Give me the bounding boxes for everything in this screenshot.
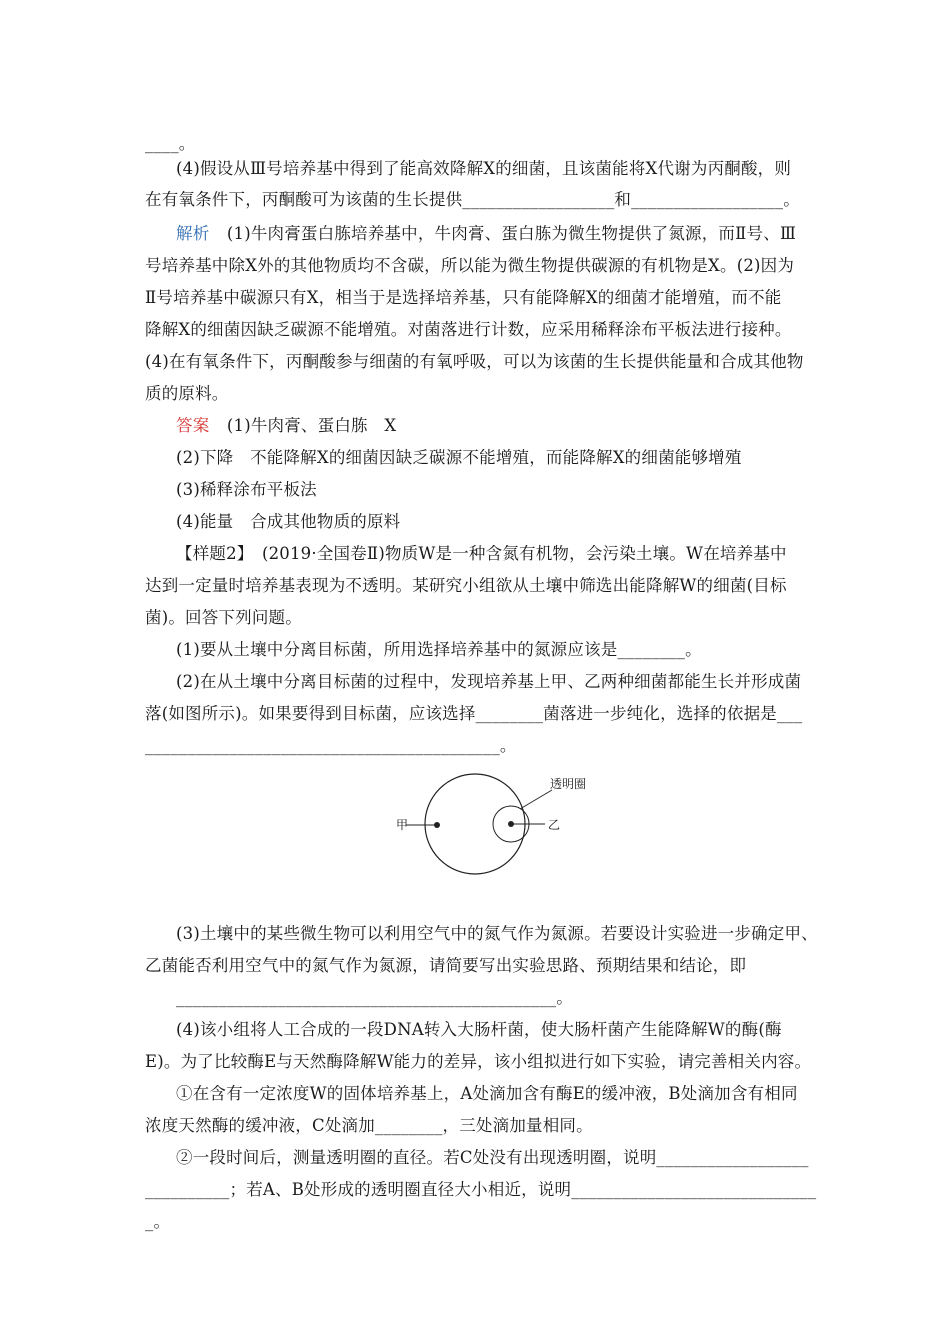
label-ring: 透明圈 bbox=[550, 777, 587, 791]
answer-text: (2)下降 不能降解X的细菌因缺乏碳源不能增殖，而能降解X的细菌能够增殖 bbox=[176, 448, 742, 467]
sub-question-1: (1)要从土壤中分离目标菌，所用选择培养基中的氮源应该是________。 bbox=[176, 640, 702, 659]
text-line: ____。 bbox=[145, 134, 196, 153]
analysis-label: 解析 bbox=[176, 224, 210, 243]
sub-question-4-part-1: 浓度天然酶的缓冲液，C处滴加________，三处滴加量相同。 bbox=[145, 1116, 593, 1135]
answer-blank-line: _____________________________________________。 bbox=[176, 988, 573, 1007]
sample-question-line: 达到一定量时培养基表现为不透明。某研究小组欲从土壤中筛选出能降解W的细菌(目标 bbox=[145, 576, 787, 595]
analysis-text: 降解X的细菌因缺乏碳源不能增殖。对菌落进行计数，应采用稀释涂布平板法进行接种。 bbox=[145, 320, 792, 339]
question-4-line: (4)假设从Ⅲ号培养基中得到了能高效降解X的细菌，且该菌能将X代谢为丙酮酸，则 bbox=[176, 159, 792, 178]
leader-line-ring bbox=[520, 790, 552, 809]
answer-paragraph bbox=[176, 414, 396, 438]
label-jia: 甲 bbox=[396, 818, 409, 832]
analysis-text: (1)牛肉膏蛋白胨培养基中，牛肉膏、蛋白胨为微生物提供了氮源，而Ⅱ号、Ⅲ bbox=[226, 224, 797, 243]
sample-question-line: 【样题2】 (2019·全国卷Ⅱ)物质W是一种含氮有机物，会污染土壤。W在培养基中 bbox=[176, 544, 787, 563]
sub-question-2: (2)在从土壤中分离目标菌的过程中，发现培养基上甲、乙两种细菌都能生长并形成菌 bbox=[176, 672, 802, 691]
analysis-text: Ⅱ号培养基中碳源只有X，相当于是选择培养基，只有能降解X的细菌才能增殖，而不能 bbox=[145, 288, 782, 307]
answer-text: (1)牛肉膏、蛋白胨 X bbox=[226, 416, 397, 435]
sub-question-4-part-2: ②一段时间后，测量透明圈的直径。若C处没有出现透明圈，说明__________________ bbox=[176, 1148, 809, 1167]
answer-label: 答案 bbox=[176, 416, 210, 435]
analysis-text: 质的原料。 bbox=[145, 384, 229, 403]
analysis-text: (4)在有氧条件下，丙酮酸参与细菌的有氧呼吸，可以为该菌的生长提供能量和合成其他物 bbox=[145, 352, 804, 371]
answer-text: (3)稀释涂布平板法 bbox=[176, 480, 317, 499]
sub-question-3: 乙菌能否利用空气中的氮气作为氮源，请简要写出实验思路、预期结果和结论，即 bbox=[145, 956, 747, 975]
analysis-text: 号培养基中除X外的其他物质均不含碳，所以能为微生物提供碳源的有机物是X。(2)因为 bbox=[145, 256, 795, 275]
sub-question-4-part-1: ①在含有一定浓度W的固体培养基上，A处滴加含有酶E的缓冲液，B处滴加含有相同 bbox=[176, 1084, 798, 1103]
question-4-line: 在有氧条件下，丙酮酸可为该菌的生长提供__________________和__________________。 bbox=[145, 190, 800, 209]
sample-question-line: 菌)。回答下列问题。 bbox=[145, 608, 302, 627]
sub-question-2: 落(如图所示)。如果要得到目标菌，应该选择________菌落进一步纯化，选择的依据是___ bbox=[145, 704, 803, 723]
sub-question-3: (3)土壤中的某些微生物可以利用空气中的氮气作为氮源。若要设计实验进一步确定甲、 bbox=[176, 924, 818, 943]
label-yi: 乙 bbox=[548, 818, 561, 832]
sub-question-4-part-2: __________；若A、B处形成的透明圈直径大小相近，说明_____________________________ bbox=[145, 1180, 817, 1199]
answer-text: (4)能量 合成其他物质的原料 bbox=[176, 512, 401, 531]
sub-question-4-part-2: _。 bbox=[145, 1212, 171, 1231]
petri-dish-figure bbox=[380, 768, 610, 888]
analysis-paragraph bbox=[176, 222, 796, 246]
sub-question-4: E)。为了比较酶E与天然酶降解W能力的差异，该小组拟进行如下实验，请完善相关内容。 bbox=[145, 1052, 812, 1071]
sub-question-4: (4)该小组将人工合成的一段DNA转入大肠杆菌，使大肠杆菌产生能降解W的酶(酶 bbox=[176, 1020, 782, 1039]
answer-blank-line: __________________________________________。 bbox=[145, 736, 517, 755]
